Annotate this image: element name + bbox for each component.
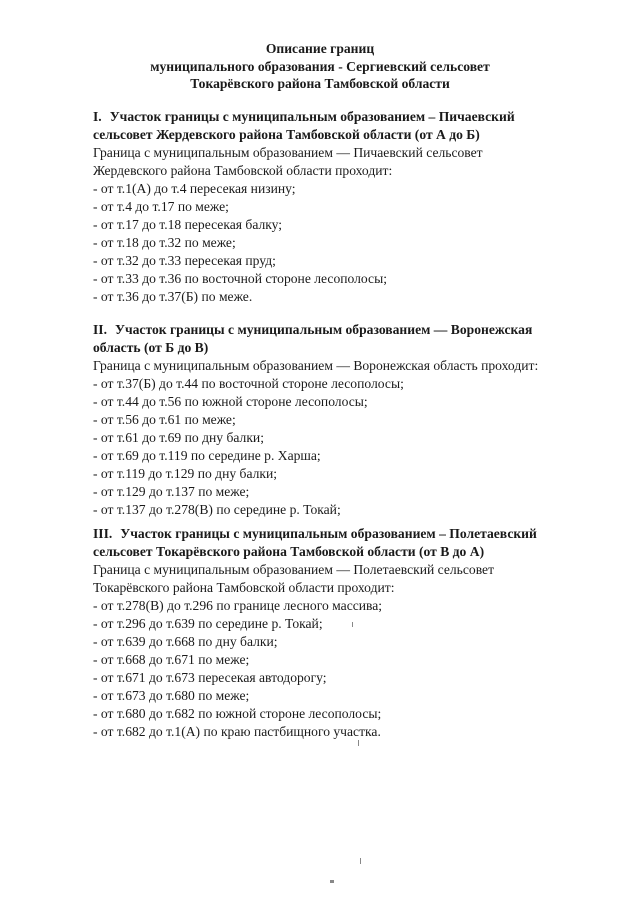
list-item: - от т.671 до т.673 пересекая автодорогу; xyxy=(93,670,327,685)
section-2-heading-text: Участок границы с муниципальным образованием — Воронежская xyxy=(114,322,533,337)
title-line-2: муниципального образования - Сергиевский сельсовет xyxy=(150,58,490,74)
list-item: - от т.129 до т.137 по меже; xyxy=(93,484,250,499)
list-item: - от т.668 до т.671 по меже; xyxy=(93,652,250,667)
list-item: - от т.4 до т.17 по меже; xyxy=(93,199,229,214)
section-1-number: I. xyxy=(93,109,102,124)
scan-speck xyxy=(358,740,359,746)
section-3-heading-text: Участок границы с муниципальным образованием – Полетаевский xyxy=(120,526,537,541)
section-1-heading-line-2: сельсовет Жердевского района Тамбовской области (от А до Б) xyxy=(93,127,480,142)
list-item: - от т.44 до т.56 по южной стороне лесополосы; xyxy=(93,394,368,409)
section-2-number: II. xyxy=(93,322,107,337)
list-item: - от т.17 до т.18 пересекая балку; xyxy=(93,217,283,232)
list-item: - от т.36 до т.37(Б) по меже. xyxy=(93,289,253,304)
list-item: - от т.680 до т.682 по южной стороне лесополосы; xyxy=(93,706,382,721)
section-2-heading-line-1 xyxy=(93,321,613,339)
list-item: - от т.61 до т.69 по дну балки; xyxy=(93,430,264,445)
list-item: - от т.639 до т.668 по дну балки; xyxy=(93,634,278,649)
list-item: - от т.137 до т.278(В) по середине р. Токай; xyxy=(93,502,341,517)
list-item: - от т.33 до т.36 по восточной стороне лесополосы; xyxy=(93,271,387,286)
list-item: - от т.682 до т.1(А) по краю пастбищного участка. xyxy=(93,724,381,739)
section-1 xyxy=(93,108,613,306)
list-item: - от т.56 до т.61 по меже; xyxy=(93,412,236,427)
section-1-heading-line-1 xyxy=(93,108,613,126)
list-item: - от т.673 до т.680 по меже; xyxy=(93,688,250,703)
title-line-1: Описание границ xyxy=(265,41,375,56)
list-item: - от т.296 до т.639 по середине р. Токай; xyxy=(93,616,323,631)
list-item: - от т.37(Б) до т.44 по восточной стороне лесополосы; xyxy=(93,376,404,391)
document-title xyxy=(0,40,640,93)
list-item: - от т.69 до т.119 по середине р. Харша; xyxy=(93,448,321,463)
scan-speck xyxy=(360,858,361,864)
section-2-intro-line-1: Граница с муниципальным образованием — Воронежская область проходит: xyxy=(93,358,539,373)
section-2-heading-line-2: область (от Б до В) xyxy=(93,340,209,355)
section-3-heading-line-1 xyxy=(93,525,613,543)
section-1-intro-line-1: Граница с муниципальным образованием — Пичаевский сельсовет xyxy=(93,145,483,160)
list-item: - от т.1(А) до т.4 пересекая низину; xyxy=(93,181,296,196)
list-item: - от т.278(В) до т.296 по границе лесного массива; xyxy=(93,598,383,613)
section-2 xyxy=(93,321,613,519)
section-3-number: III. xyxy=(93,526,113,541)
scan-speck xyxy=(330,880,334,883)
section-3-intro-line-2: Токарёвского района Тамбовской области проходит: xyxy=(93,580,395,595)
section-3-heading-line-2: сельсовет Токарёвского района Тамбовской области (от В до А) xyxy=(93,544,485,559)
scan-speck xyxy=(352,622,353,627)
list-item: - от т.18 до т.32 по меже; xyxy=(93,235,236,250)
section-1-heading-text: Участок границы с муниципальным образованием – Пичаевский xyxy=(109,109,515,124)
title-line-3: Токарёвского района Тамбовской области xyxy=(190,76,450,91)
section-3-intro-line-1: Граница с муниципальным образованием — Полетаевский сельсовет xyxy=(93,562,495,577)
section-1-intro-line-2: Жердевского района Тамбовской области проходит: xyxy=(93,163,393,178)
section-3 xyxy=(93,525,613,741)
list-item: - от т.32 до т.33 пересекая пруд; xyxy=(93,253,276,268)
list-item: - от т.119 до т.129 по дну балки; xyxy=(93,466,278,481)
